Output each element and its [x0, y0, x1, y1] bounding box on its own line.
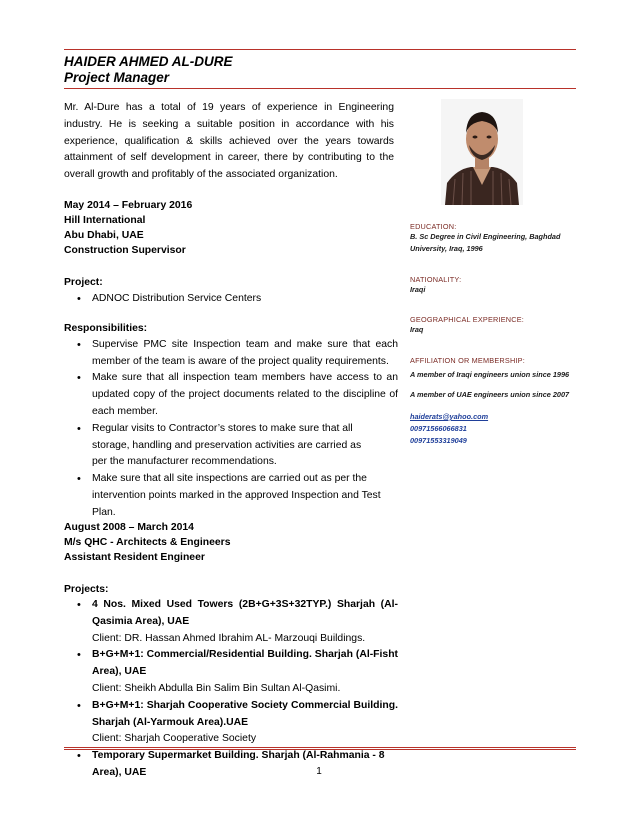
- job-1-location: Abu Dhabi, UAE: [64, 230, 144, 241]
- job-2: [64, 520, 398, 782]
- geographical-section: [410, 315, 580, 336]
- phone-1: 00971566066831: [410, 424, 467, 433]
- list-item: [64, 597, 398, 647]
- education-section: [410, 222, 580, 255]
- list-item: • Make sure that all site inspections are carried out as per the intervention points marked in the approved Inspection and Test Plan.: [64, 471, 398, 521]
- page-number: 1: [316, 766, 322, 777]
- project-client: Client: Sheikh Abdulla Bin Salim Bin Sultan Al-Qasimi.: [92, 682, 341, 694]
- profile-photo-image: [441, 99, 523, 205]
- job-1-company: Hill International: [64, 215, 146, 226]
- education-value: B. Sc Degree in Civil Engineering, Baghdad University, Iraq, 1996: [410, 232, 561, 253]
- project-client: Client: DR. Hassan Ahmed Ibrahim AL- Marzouqi Buildings.: [92, 632, 366, 644]
- job-1-project-list: [64, 291, 398, 308]
- email-link[interactable]: haiderats@yahoo.com: [410, 412, 489, 421]
- list-item: • ADNOC Distribution Service Centers: [64, 291, 398, 308]
- affiliation-section: [410, 356, 580, 447]
- list-item: • Make sure that all inspection team members have access to an updated copy of the project documents related to the discipline of each member.: [64, 370, 398, 420]
- project-title: • B+G+M+1: Sharjah Cooperative Society Commercial Building. Sharjah (Al-Yarmouk Area).UAE: [92, 699, 398, 728]
- list-item: [64, 647, 398, 697]
- job-1-project-heading: Project:: [64, 277, 103, 288]
- affiliation-item-2: A member of UAE engineers union since 2007: [410, 390, 570, 399]
- geographical-value: Iraq: [410, 325, 424, 334]
- job-2-projects-heading: Projects:: [64, 584, 109, 595]
- education-label: EDUCATION:: [410, 222, 457, 231]
- list-item: [64, 698, 398, 748]
- nationality-value: Iraqi: [410, 285, 426, 294]
- job-1: [64, 198, 398, 522]
- nationality-section: [410, 275, 580, 296]
- affiliation-item-1: A member of Iraqi engineers union since 1996: [410, 370, 570, 379]
- project-title: • 4 Nos. Mixed Used Towers (2B+G+3S+32TYP.) Sharjah (Al-Qasimia Area), UAE: [92, 599, 398, 627]
- project-client: Client: Sharjah Cooperative Society: [92, 733, 257, 745]
- header-top-rule: [64, 49, 576, 50]
- job-2-position: Assistant Resident Engineer: [64, 552, 205, 563]
- job-1-responsibilities: [64, 337, 398, 522]
- project-title: • B+G+M+1: Commercial/Residential Building. Sharjah (Al-Fisht Area), UAE: [92, 649, 398, 678]
- job-2-project-list: [64, 597, 398, 782]
- header-bottom-rule: [64, 88, 576, 89]
- project-title: • Temporary Supermarket Building. Sharjah (Al-Rahmania - 8 Area), UAE: [92, 750, 385, 778]
- job-1-resp-heading: Responsibilities:: [64, 322, 148, 334]
- nationality-label: NATIONALITY:: [410, 275, 462, 284]
- job-1-period: May 2014 – February 2016: [64, 200, 193, 211]
- profile-photo: [441, 99, 523, 205]
- list-item: • Regular visits to Contractor’s stores to make sure that all storage, handling and preservation activities are carried as per the manufacturer recommendations.: [64, 421, 398, 471]
- list-item: • Supervise PMC site Inspection team and make sure that each member of the team is aware of the project quality requirements.: [64, 337, 398, 371]
- phone-2: 00971553319049: [410, 436, 467, 445]
- candidate-name: HAIDER AHMED AL-DURE: [64, 54, 233, 69]
- geographical-label: GEOGRAPHICAL EXPERIENCE:: [410, 315, 525, 324]
- footer-rule: [64, 747, 576, 750]
- email-row: [410, 411, 580, 423]
- candidate-title: Project Manager: [64, 70, 170, 85]
- job-2-company: M/s QHC - Architects & Engineers: [64, 537, 231, 548]
- affiliation-label: AFFILIATION OR MEMBERSHIP:: [410, 356, 525, 365]
- profile-summary: Mr. Al-Dure has a total of 19 years of experience in Engineering industry. He is seeking a suitable position in accordance with his experience, qualification & skills achieved over the years towards attainment of self development in career, there by contributing to the overall growth and profitably of the associated organization.: [64, 102, 394, 181]
- job-1-position: Construction Supervisor: [64, 245, 186, 256]
- job-2-period: August 2008 – March 2014: [64, 522, 194, 533]
